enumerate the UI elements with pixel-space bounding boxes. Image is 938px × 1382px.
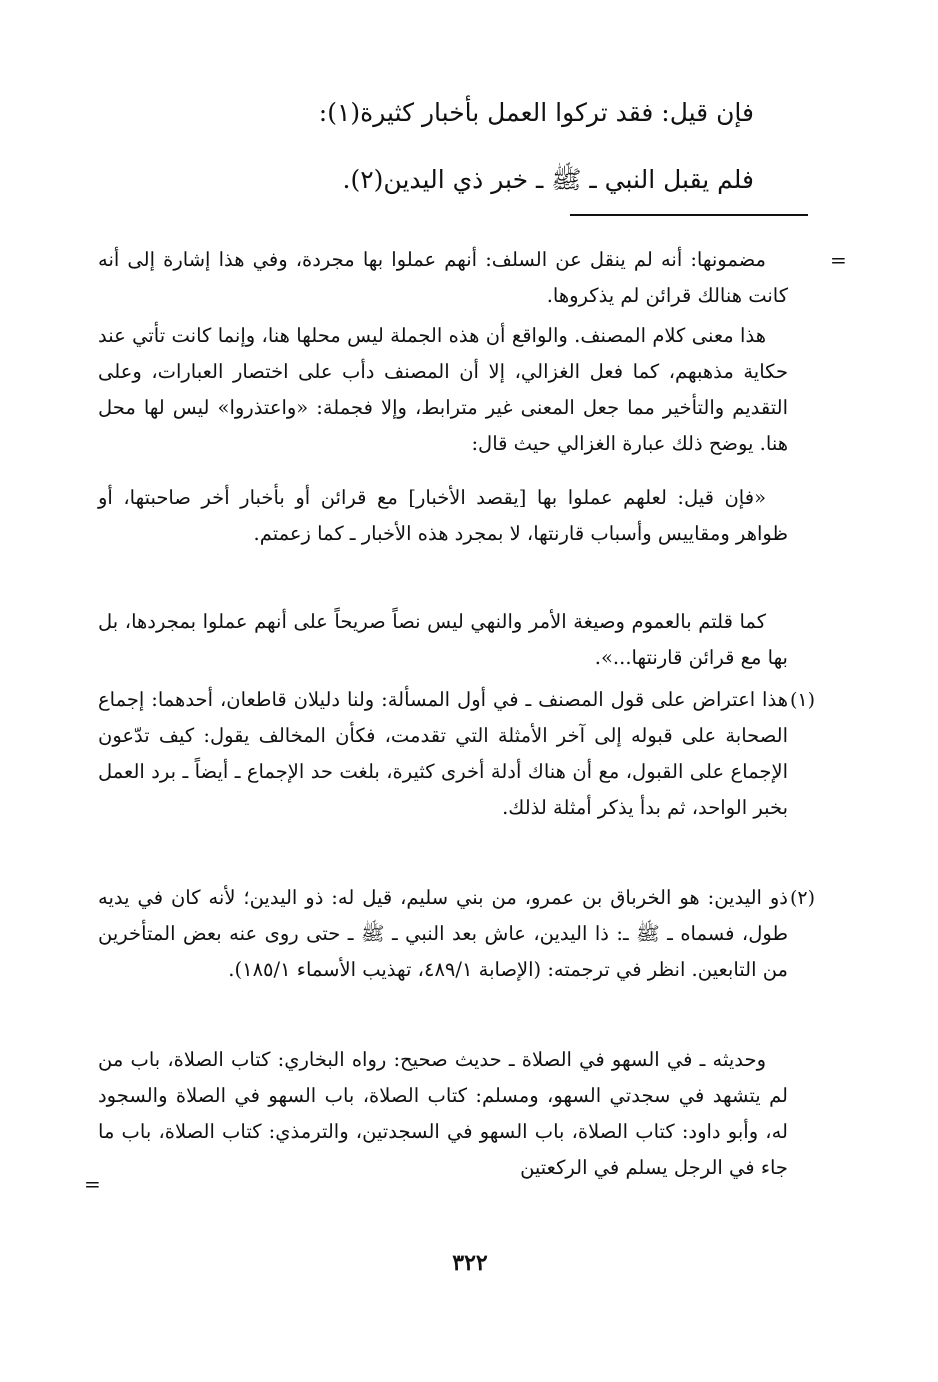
page-number: ٣٢٢ (452, 1250, 488, 1276)
continuation-mark-bottom: = (84, 1172, 101, 1196)
footnote-quote-paragraph: «فإن قيل: لعلهم عملوا بها [يقصد الأخبار] مع قرائن أو بأخبار أخر صاحبتها، أو ظواهر ومقاييس وأسباب قارنتها، لا بمجرد هذه الأخبار ـ كما زعمتم. (98, 486, 788, 545)
footnote-2-continuation: وحديثه ـ في السهو في الصلاة ـ حديث صحيح: رواه البخاري: كتاب الصلاة، باب من لم يتشهد في سجدتي السهو، ومسلم: كتاب الصلاة، باب السهو في الصلاة والسجود له، وأبو داود: كتاب الصلاة، باب السهو في السجدتين، والترمذي: كتاب الصلاة، باب ما جاء في الرجل يسلم في الركعتين (98, 1048, 788, 1179)
main-text-line-2: فلم يقبل النبي ـ ﷺ ـ خبر ذي اليدين(٢). (342, 165, 754, 194)
footnote-1-text: هذا اعتراض على قول المصنف ـ في أول المسألة: ولنا دليلان قاطعان، أحدهما: إجماع الصحابة على قبوله إلى آخر الأمثلة التي تقدمت، فكأن المخالف يقول: كيف تدّعون الإجماع على القبول، مع أن هناك أدلة أخرى كثيرة، بلغت حد الإجماع ـ أيضاً ـ برد العمل بخبر الواحد، ثم بدأ يذكر أمثلة لذلك. (98, 688, 788, 819)
footnote-continuation-paragraph: هذا معنى كلام المصنف. والواقع أن هذه الجملة ليس محلها هنا، وإنما كانت تأتي عند حكاية مذهبهم، كما فعل الغزالي، إلا أن المصنف دأب على اختصار العبارات، وعلى التقديم والتأخير مما جعل المعنى غير مترابط، وإلا فجملة: «واعتذروا» ليس لها محل هنا. يوضح ذلك عبارة الغزالي حيث قال: (98, 324, 788, 455)
continuation-mark-top: = (830, 248, 847, 272)
footnote-number-1: (١) (790, 689, 816, 711)
main-text-line-1: فإن قيل: فقد تركوا العمل بأخبار كثيرة(١): (318, 98, 754, 127)
footnote-2-text: ذو اليدين: هو الخرباق بن عمرو، من بني سليم، قيل له: ذو اليدين؛ لأنه كان في يديه طول، فسماه ـ ﷺ ـ: ذا اليدين، عاش بعد النبي ـ ﷺ ـ حتى روى عنه بعض المتأخرين من التابعين. انظر في ترجمته: (الإصابة ٤٨٩/١، تهذيب الأسماء ١٨٥/١). (98, 886, 788, 981)
footnote-separator-rule (570, 214, 808, 216)
footnote-continuation-paragraph: مضمونها: أنه لم ينقل عن السلف: أنهم عملوا بها مجردة، وفي هذا إشارة إلى أنه كانت هنالك قرائن لم يذكروها. (98, 248, 788, 307)
footnote-number-2: (٢) (790, 887, 816, 909)
footnote-quote-paragraph: كما قلتم بالعموم وصيغة الأمر والنهي ليس نصاً صريحاً على أنهم عملوا بمجردها، بل بها مع قرائن قارنتها...». (98, 610, 788, 669)
